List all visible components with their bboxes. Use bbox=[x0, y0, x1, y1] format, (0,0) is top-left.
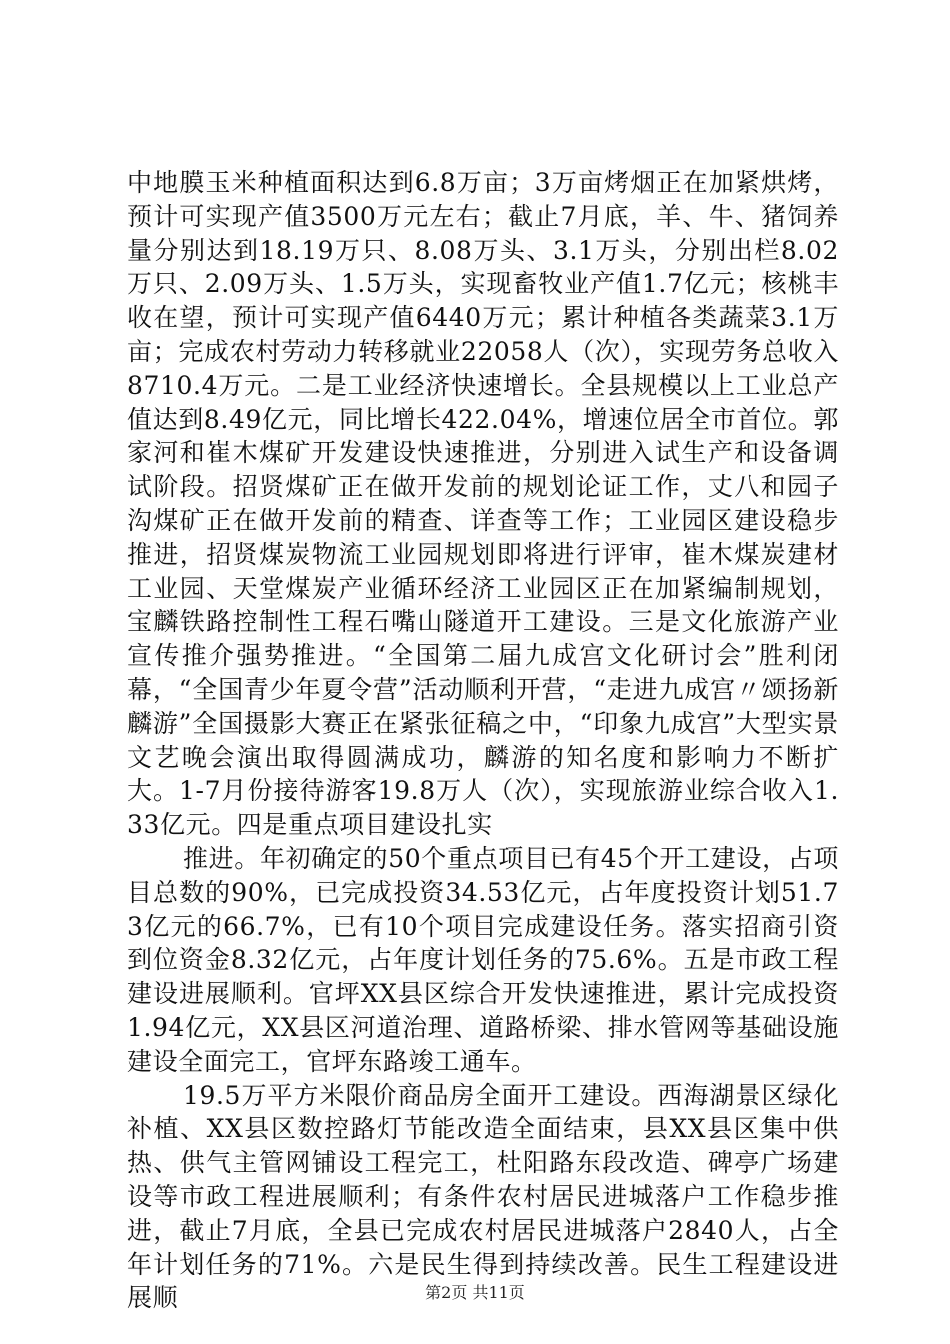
paragraph-2: 推进。年初确定的50个重点项目已有45个开工建设，占项目总数的90%，已完成投资34.53亿元，占年度投资计划51.73亿元的66.7%，已有10个项目完成建设任务。落实招商引资到位资金8.32亿元，占年度计划任务的75.6%。五是市政工程建设进展顺利。官坪XX县区综合开发快速推进，累计完成投资1.94亿元，XX县区河道治理、道路桥梁、排水管网等基础设施建设全面完工，官坪东路竣工通车。 bbox=[127, 843, 839, 1076]
document-body bbox=[127, 166, 839, 1315]
paragraph-1: 中地膜玉米种植面积达到6.8万亩；3万亩烤烟正在加紧烘烤，预计可实现产值3500万元左右；截止7月底，羊、牛、猪饲养量分别达到18.19万只、8.08万头、3.1万头，分别出栏8.02万只、2.09万头、1.5万头，实现畜牧业产值1.7亿元；核桃丰收在望，预计可实现产值6440万元；累计种植各类蔬菜3.1万亩；完成农村劳动力转移就业22058人（次），实现劳务总收入8710.4万元。二是工业经济快速增长。全县规模以上工业总产值达到8.49亿元，同比增长422.04%，增速位居全市首位。郭家河和崔木煤矿开发建设快速推进，分别进入试生产和设备调试阶段。招贤煤矿正在做开发前的规划论证工作，丈八和园子沟煤矿正在做开发前的精查、详查等工作；工业园区建设稳步推进，招贤煤炭物流工业园规划即将进行评审，崔木煤炭建材工业园、天堂煤炭产业循环经济工业园区正在加紧编制规划，宝麟铁路控制性工程石嘴山隧道开工建设。三是文化旅游产业宣传推介强势推进。“全国第二届九成宫文化研讨会”胜利闭幕，“全国青少年夏令营”活动顺利开营，“走进九成宫〃颂扬新麟游”全国摄影大赛正在紧张征稿之中，“印象九成宫”大型实景文艺晚会演出取得圆满成功，麟游的知名度和影响力不断扩大。1-7月份接待游客19.8万人（次），实现旅游业综合收入1.33亿元。四是重点项目建设扎实 bbox=[127, 168, 839, 840]
page-footer: 第2页 共11页 bbox=[425, 1283, 525, 1302]
paragraph-3: 19.5万平方米限价商品房全面开工建设。西海湖景区绿化补植、XX县区数控路灯节能改造全面结束，县XX县区集中供热、供气主管网铺设工程完工，杜阳路东段改造、碑亭广场建设等市政工程进展顺利；有条件农村居民进城落户工作稳步推进，截止7月底，全县已完成农村居民进城落户2840人，占全年计划任务的71%。六是民生得到持续改善。民生工程建设进展顺 bbox=[127, 1080, 839, 1313]
